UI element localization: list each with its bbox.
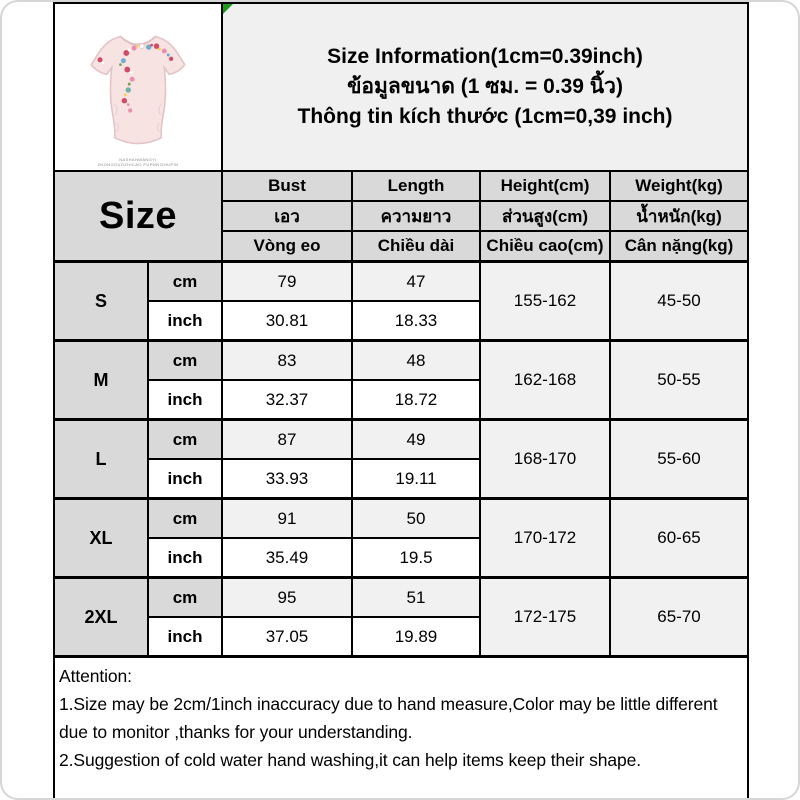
bust-inch-value: 33.93 xyxy=(222,459,352,499)
unit-label-cm: cm xyxy=(148,341,222,381)
height-value: 155-162 xyxy=(480,262,610,341)
length-inch-value: 18.72 xyxy=(352,380,480,420)
caption-line: ZHONGGUOZHICAO PURNNIZHUPIN xyxy=(97,162,179,167)
length-inch-value: 19.5 xyxy=(352,538,480,578)
size-row-m-cm xyxy=(54,341,748,381)
bust-cm-value: 91 xyxy=(222,499,352,539)
size-row-xl-cm xyxy=(54,499,748,539)
unit-label-inch: inch xyxy=(148,301,222,341)
length-cm-value: 48 xyxy=(352,341,480,381)
size-label: L xyxy=(54,420,148,499)
length-inch-value: 18.33 xyxy=(352,301,480,341)
unit-label-cm: cm xyxy=(148,499,222,539)
col-header-height-vi: Chiều cao(cm) xyxy=(480,231,610,262)
caption-line: NASHANWANGYI xyxy=(119,157,157,162)
bust-inch-value: 37.05 xyxy=(222,617,352,657)
size-row-s-cm xyxy=(54,262,748,302)
attention-note xyxy=(54,657,748,800)
col-header-length-vi: Chiều dài xyxy=(352,231,480,262)
attention-heading: Attention: xyxy=(59,666,132,686)
col-header-length-th: ความยาว xyxy=(352,201,480,231)
length-cm-value: 51 xyxy=(352,578,480,618)
weight-value: 55-60 xyxy=(610,420,748,499)
bust-cm-value: 79 xyxy=(222,262,352,302)
unit-label-cm: cm xyxy=(148,578,222,618)
unit-label-inch: inch xyxy=(148,617,222,657)
size-label: S xyxy=(54,262,148,341)
title-english: Size Information(1cm=0.39inch) xyxy=(327,45,643,68)
col-header-bust-vi: Vòng eo xyxy=(222,231,352,262)
length-inch-value: 19.11 xyxy=(352,459,480,499)
unit-label-inch: inch xyxy=(148,380,222,420)
col-header-height-th: ส่วนสูง(cm) xyxy=(480,201,610,231)
size-information-table xyxy=(53,2,749,800)
weight-value: 65-70 xyxy=(610,578,748,657)
bust-cm-value: 83 xyxy=(222,341,352,381)
col-header-height-en: Height(cm) xyxy=(480,171,610,201)
weight-value: 50-55 xyxy=(610,341,748,420)
tshirt-illustration xyxy=(56,14,220,164)
height-value: 168-170 xyxy=(480,420,610,499)
size-label: XL xyxy=(54,499,148,578)
col-header-weight-th: น้ำหนัก(kg) xyxy=(610,201,748,231)
attention-row xyxy=(54,657,748,800)
title-vietnamese: Thông tin kích thước (1cm=0,39 inch) xyxy=(297,105,673,128)
height-value: 172-175 xyxy=(480,578,610,657)
col-header-bust-en: Bust xyxy=(222,171,352,201)
unit-label-cm: cm xyxy=(148,420,222,460)
bust-inch-value: 30.81 xyxy=(222,301,352,341)
bust-inch-value: 32.37 xyxy=(222,380,352,420)
col-header-weight-en: Weight(kg) xyxy=(610,171,748,201)
bust-inch-value: 35.49 xyxy=(222,538,352,578)
length-cm-value: 47 xyxy=(352,262,480,302)
title-thai: ข้อมูลขนาด (1 ซม. = 0.39 นิ้ว) xyxy=(347,75,623,98)
size-label: 2XL xyxy=(54,578,148,657)
length-cm-value: 49 xyxy=(352,420,480,460)
header-row-en xyxy=(54,171,748,201)
unit-label-inch: inch xyxy=(148,459,222,499)
attention-line-2: 2.Suggestion of cold water hand washing,it can help items keep their shape. xyxy=(59,750,642,770)
height-value: 170-172 xyxy=(480,499,610,578)
unit-label-cm: cm xyxy=(148,262,222,302)
product-image-cell xyxy=(54,3,222,171)
col-header-length-en: Length xyxy=(352,171,480,201)
tshirt-image xyxy=(55,14,221,169)
size-row-l-cm xyxy=(54,420,748,460)
attention-line-1: 1.Size may be 2cm/1inch inaccuracy due to hand measure,Color may be little different due to monitor ,thanks for your understanding. xyxy=(59,694,718,742)
unit-label-inch: inch xyxy=(148,538,222,578)
bust-cm-value: 87 xyxy=(222,420,352,460)
top-row xyxy=(54,3,748,171)
size-column-header: Size xyxy=(54,171,222,262)
size-row-2xl-cm xyxy=(54,578,748,618)
weight-value: 60-65 xyxy=(610,499,748,578)
length-inch-value: 19.89 xyxy=(352,617,480,657)
length-cm-value: 50 xyxy=(352,499,480,539)
col-header-weight-vi: Cân nặng(kg) xyxy=(610,231,748,262)
title-cell xyxy=(222,3,748,171)
height-value: 162-168 xyxy=(480,341,610,420)
col-header-bust-th: เอว xyxy=(222,201,352,231)
weight-value: 45-50 xyxy=(610,262,748,341)
size-label: M xyxy=(54,341,148,420)
bust-cm-value: 95 xyxy=(222,578,352,618)
corner-marker-icon xyxy=(223,4,233,14)
